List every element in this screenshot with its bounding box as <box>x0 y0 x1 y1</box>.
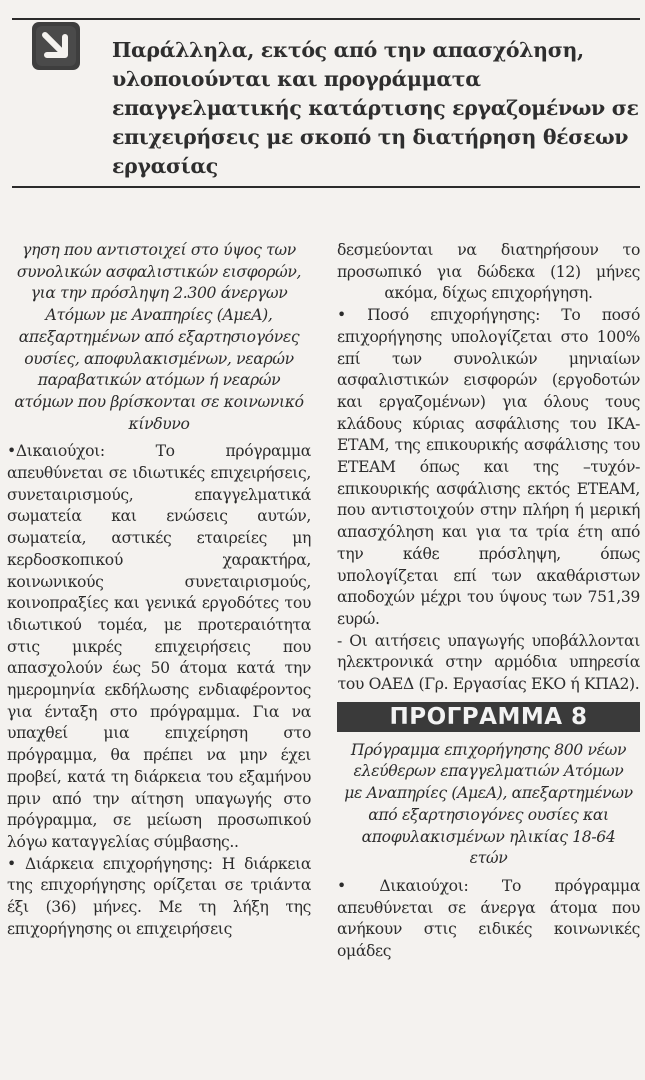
duration-paragraph: • Διάρκεια επιχορήγησης: Η διάρκεια της επιχορήγησης ορίζεται σε τριάντα έξι (36) μήνες. Με τη λήξη της επιχορήγησης οι επιχειρήσεις <box>7 854 311 938</box>
right-column <box>337 240 640 963</box>
left-column <box>7 240 311 941</box>
subsidy-amount-paragraph: • Ποσό επιχορήγησης: Το ποσό επιχορήγησης υπολογίζεται στο 100% επί των συνολικών μηνιαίων ασφαλιστικών εισφορών (εργοδοτών και εργαζομένων) για όλους τους κλάδους κύριας ασφάλισης του ΙΚΑ-ΕΤΑΜ, της επικουρικής ασφάλισης του ΕΤΕΑΜ όπως και της –τυχόν- επικουρικής ασφάλισης εκτός ΕΤΕΑΜ, που αντιστοιχούν στην πλήρη ή μερική απασχόληση και για τα τρία έτη από την κάθε πρόσληψη, όπως υπολογίζεται επί των ακαθάριστων αποδοχών μέχρι του ύψους των 751,39 ευρώ. <box>337 306 640 628</box>
program-subhead: Πρόγραμμα επιχορήγησης 800 νέων ελεύθερων επαγγελματιών Ατόμων με Αναπηρίες (ΑμεΑ), απεξαρτημένων από εξαρτησιογόνες ουσίες και αποφυλακισμένων ηλικίας 18-64 ετών <box>344 740 633 868</box>
beneficiaries-paragraph: •Δικαιούχοι: Το πρόγραμμα απευθύνεται σε ιδιωτικές επιχειρήσεις, συνεταιρισμούς, επαγγελματικά σωματεία και ενώσεις αυτών, σωματεία, αστικές εταιρείες μη κερδοσκοπικού χαρακτήρα, κοινωνικούς συνεταιρισμούς, κοινοπραξίες και γενικά εργοδότες του ιδιωτικού τομέα, με προτεραιότητα στις μικρές επιχειρήσεις που απασχολούν έως 50 άτομα κατά την ημερομηνία εκδήλωσης ενδιαφέροντος για ένταξη στο πρόγραμμα. Για να υπαχθεί μια επιχείρηση στο πρόγραμμα, θα πρέπει να μην έχει προβεί, κατά τη διάρκεια του εξαμήνου πριν από την αίτηση υπαγωγής στο πρόγραμμα, σε μείωση προσωπικού λόγω καταγγελίας σύμβασης.. <box>7 442 311 851</box>
program-banner: ΠΡΟΓΡΑΜΜΑ 8 <box>337 702 640 732</box>
headline: Παράλληλα, εκτός από την απασχόληση, υλοποιούνται και προγράμματα επαγγελματικής κατάρτισης εργαζομένων σε επιχειρήσεις με σκοπό τη διατήρηση θέσεων εργασίας <box>112 38 639 178</box>
intro-italic-paragraph: γηση που αντιστοιχεί στο ύψος των συνολικών ασφαλιστικών εισφορών, για την πρόσληψη 2.300 άνεργων Ατόμων με Αναπηρίες (ΑμεΑ), απεξαρτημένων από εξαρτησιογόνες ουσίες, αποφυλακισμένων, νεαρών παραβατικών ατόμων ή νεαρών ατόμων που βρίσκονται σε κοινωνικό κίνδυνο <box>14 241 304 433</box>
top-rule <box>12 18 640 20</box>
program-beneficiaries-paragraph: • Δικαιούχοι: Το πρόγραμμα απευθύνεται σε άνεργα άτομα που ανήκουν στις ειδικές κοινωνικές ομάδες <box>337 876 640 961</box>
continuation-paragraph: δεσμεύονται να διατηρήσουν το προσωπικό για δώδεκα (12) μήνες ακόμα, δίχως επιχορήγηση. <box>337 241 640 303</box>
headline-bottom-rule <box>12 186 640 188</box>
applications-paragraph: - Οι αιτήσεις υπαγωγής υποβάλλονται ηλεκτρονικά στην αρμόδια υπηρεσία του ΟΑΕΔ (Γρ. Εργασίας ΕΚΟ ή ΚΠΑ2). <box>337 631 640 694</box>
arrow-down-right-icon <box>32 22 80 70</box>
